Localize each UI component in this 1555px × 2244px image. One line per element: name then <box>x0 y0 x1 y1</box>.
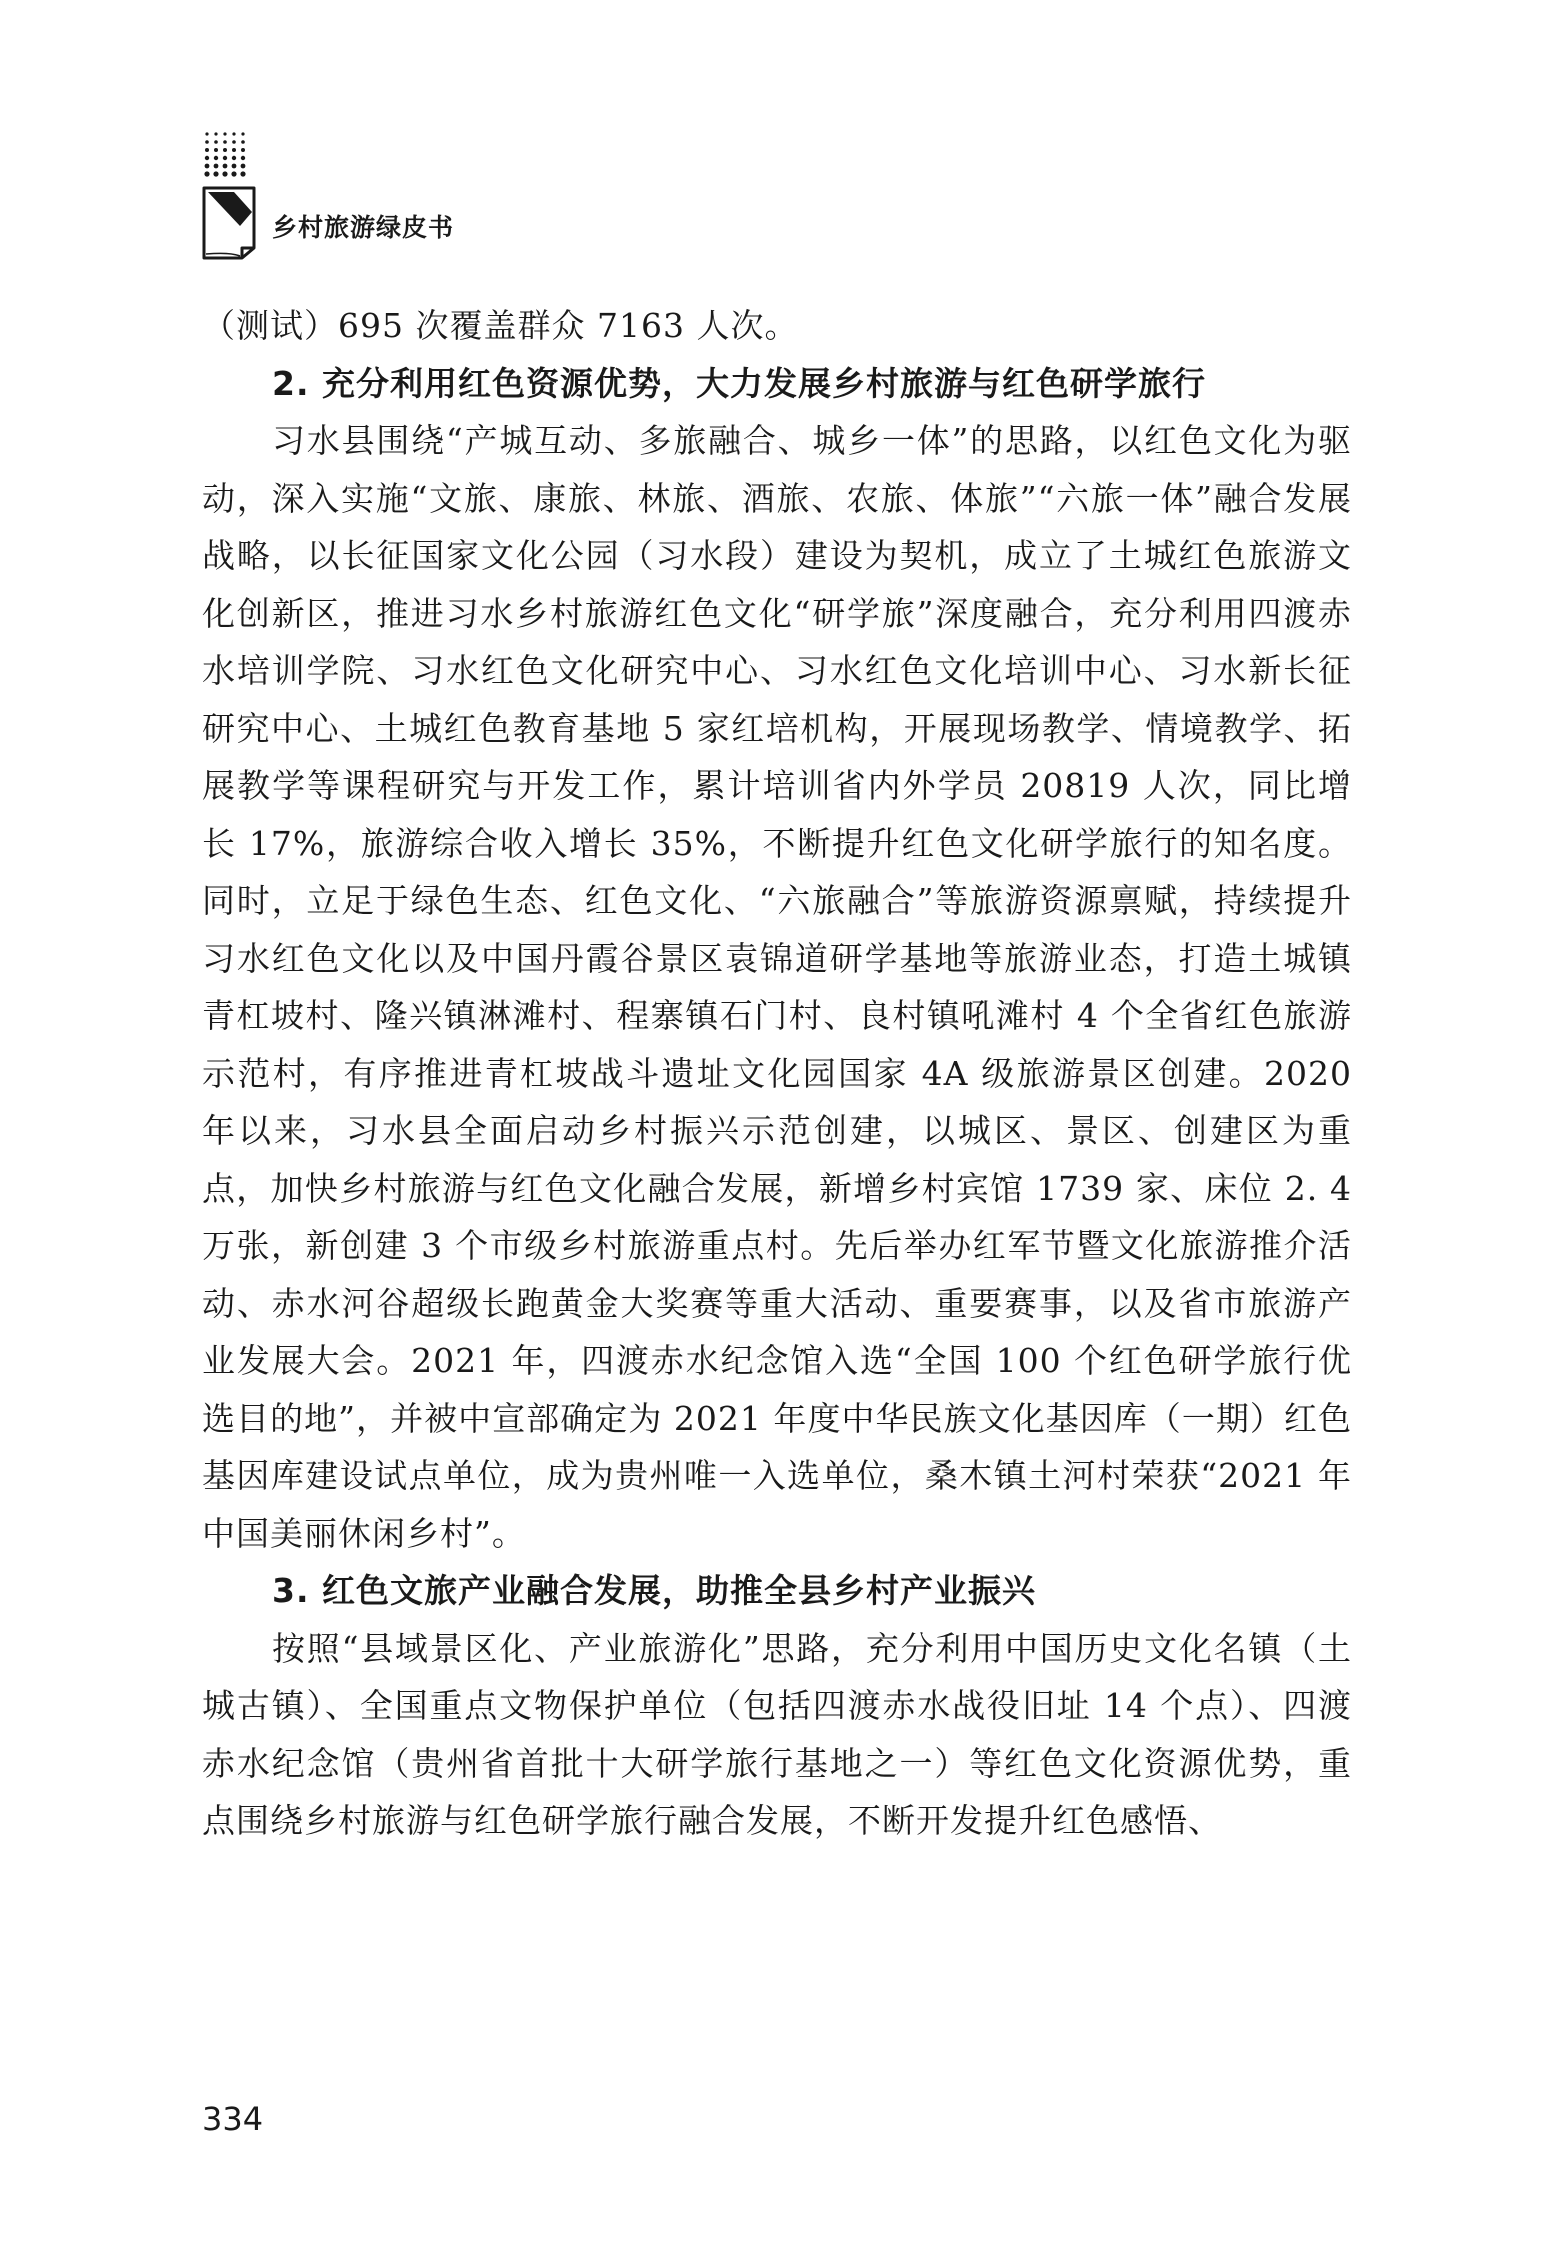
running-header <box>200 130 600 260</box>
paragraph-continued: （测试）695 次覆盖群众 7163 人次。 <box>202 306 799 345</box>
paragraph-red-tourism: 习水县围绕“产城互动、多旅融合、城乡一体”的思路，以红色文化为驱动，深入实施“文旅、康旅、林旅、酒旅、农旅、体旅”“六旅一体”融合发展战略，以长征国家文化公园（习水段）建设为契机，成立了土城红色旅游文化创新区，推进习水乡村旅游红色文化“研学旅”深度融合，充分利用四渡赤水培训学院、习水红色文化研究中心、习水红色文化培训中心、习水新长征研究中心、土城红色教育基地 5 家红培机构，开展现场教学、情境教学、拓展教学等课程研究与开发工作，累计培训省内外学员 20819 人次，同比增长 17%，旅游综合收入增长 35%，不断提升红色文化研学旅行的知名度。同时，立足于绿色生态、红色文化、“六旅融合”等旅游资源禀赋，持续提升习水红色文化以及中国丹霞谷景区袁锦道研学基地等旅游业态，打造土城镇青杠坡村、隆兴镇淋滩村、程寨镇石门村、良村镇吼滩村 4 个全省红色旅游示范村，有序推进青杠坡战斗遗址文化园国家 4A 级旅游景区创建。2020 年以来，习水县全面启动乡村振兴示范创建，以城区、景区、创建区为重点，加快乡村旅游与红色文化融合发展，新增乡村宾馆 1739 家、床位 2. 4 万张，新创建 3 个市级乡村旅游重点村。先后举办红军节暨文化旅游推介活动、赤水河谷超级长跑黄金大奖赛等重大活动、重要赛事，以及省市旅游产业发展大会。2021 年，四渡赤水纪念馆入选“全国 100 个红色研学旅行优选目的地”，并被中宣部确定为 2021 年度中华民族文化基因库（一期）红色基因库建设试点单位，成为贵州唯一入选单位，桑木镇土河村荣获“2021 年中国美丽休闲乡村”。 <box>202 421 1352 1553</box>
header-title: 乡村旅游绿皮书 <box>272 213 455 242</box>
section-heading-3: 3. 红色文旅产业融合发展，助推全县乡村产业振兴 <box>272 1571 1036 1610</box>
page-number: 334 <box>202 2100 264 2138</box>
dot-grid-icon <box>204 130 254 180</box>
section-heading-2: 2. 充分利用红色资源优势，大力发展乡村旅游与红色研学旅行 <box>272 363 1206 403</box>
paragraph-industry-fusion: 按照“县域景区化、产业旅游化”思路，充分利用中国历史文化名镇（土城古镇）、全国重点文物保护单位（包括四渡赤水战役旧址 14 个点）、四渡赤水纪念馆（贵州省首批十大研学旅行基地之一）等红色文化资源优势，重点围绕乡村旅游与红色研学旅行融合发展，不断开发提升红色感悟、 <box>202 1628 1352 1840</box>
body-text <box>202 297 1352 1850</box>
book-corner-icon <box>200 182 264 262</box>
